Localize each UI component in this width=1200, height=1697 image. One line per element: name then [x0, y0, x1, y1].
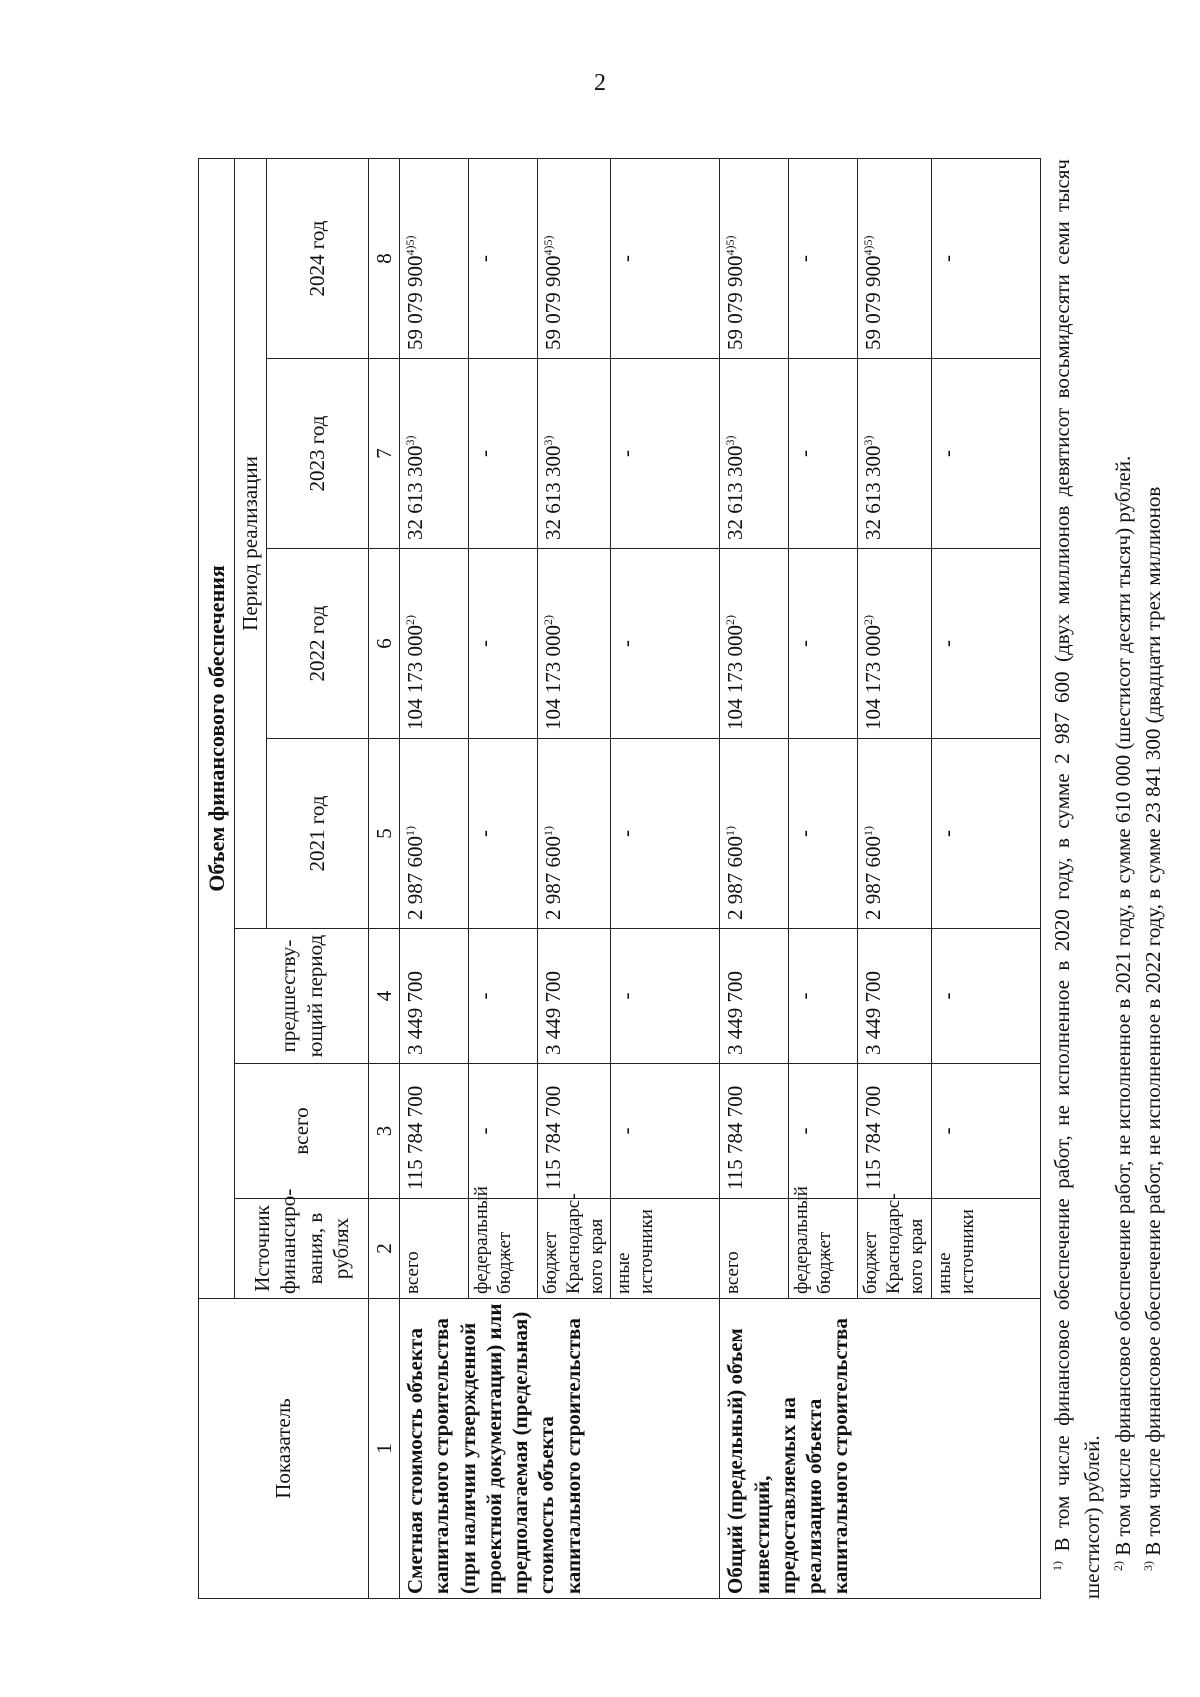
- year-2023-cell: [611, 359, 720, 549]
- previous-period-cell-value: 3 449 700: [541, 971, 565, 1055]
- footnote-ref: 2): [861, 615, 876, 625]
- source-cell: [789, 1186, 858, 1299]
- previous-period-cell: [720, 929, 789, 1064]
- total-cell-value: 115 784 700: [541, 1085, 565, 1190]
- table-row: [400, 158, 469, 1598]
- header-total: всего: [235, 1064, 369, 1199]
- column-number: 1: [369, 1299, 400, 1599]
- source-cell-value: всего: [722, 1251, 744, 1294]
- year-2021-cell: [858, 739, 931, 929]
- source-cell: [400, 1199, 469, 1299]
- column-number: 8: [369, 158, 400, 358]
- footnote-ref: 2): [541, 615, 555, 625]
- total-cell: [720, 1064, 789, 1199]
- column-number: 2: [369, 1199, 400, 1299]
- total-cell-value: 115 784 700: [861, 1085, 886, 1190]
- year-2022-cell: [789, 549, 858, 739]
- year-2021-cell: [400, 739, 469, 929]
- footnote-mark: 1): [1049, 1561, 1064, 1571]
- year-2024-cell: [611, 158, 720, 358]
- footnote-3: [1138, 159, 1168, 1599]
- column-number: 3: [369, 1064, 400, 1199]
- year-2023-cell-value: -: [934, 450, 959, 457]
- source-cell: [538, 1193, 611, 1299]
- year-2024-cell: [720, 158, 789, 358]
- total-cell: [538, 1064, 611, 1199]
- footnote-ref: 3): [723, 435, 738, 446]
- total-cell: [469, 1064, 538, 1199]
- total-cell: [789, 1064, 858, 1199]
- year-2023-cell-value: 32 613 300: [403, 445, 427, 540]
- year-2021-cell-value: 2 987 600: [403, 836, 427, 920]
- source-cell: [858, 1193, 931, 1299]
- footnote-text: В том числе финансовое обеспечение работ, не исполненное в 2022 году, в сумме 23 841 300 (двадцати трех миллионов: [1141, 486, 1166, 1556]
- indicator-cell: Общий (предельный) объем инвестиций, предоставляемых на реализацию объекта капитального строительства: [720, 1299, 1040, 1599]
- year-2023-cell-value: 32 613 300: [723, 445, 748, 540]
- footnote-ref: 3): [541, 435, 555, 446]
- footnotes: [1047, 159, 1169, 1599]
- year-2024-cell-value: 59 079 900: [541, 255, 565, 350]
- previous-period-cell-value: -: [472, 992, 496, 1000]
- previous-period-cell: [400, 929, 469, 1064]
- year-2023-cell: [789, 359, 858, 549]
- footnote-1: [1047, 159, 1108, 1599]
- previous-period-cell: [469, 929, 538, 1064]
- footnote-ref: 4)5): [723, 235, 738, 256]
- footnote-text: В том числе финансовое обеспечение работ, не исполненное в 2020 году, в сумме 2 987 600 (двух миллионов девятисот восьмидесяти семи тысяч шестисот) рублей.: [1049, 159, 1105, 1599]
- year-2022-cell: [611, 549, 720, 739]
- previous-period-cell-value: 3 449 700: [861, 971, 886, 1055]
- year-2021-cell: [789, 739, 858, 929]
- year-2024-cell-value: 59 079 900: [403, 255, 427, 350]
- year-2022-cell: [931, 549, 1040, 739]
- footnote-ref: 3): [861, 435, 876, 446]
- year-2024-cell-value: 59 079 900: [723, 255, 748, 350]
- total-cell-value: -: [614, 1127, 639, 1135]
- total-cell-value: -: [472, 1127, 496, 1135]
- previous-period-cell: [611, 929, 720, 1064]
- column-number: 4: [369, 929, 400, 1064]
- year-2022-cell: [469, 549, 538, 739]
- rotated-page-content: [198, 159, 1166, 1599]
- table-title: Объем финансового обеспечения: [199, 158, 235, 1298]
- footnote-ref: 4)5): [541, 235, 555, 256]
- year-2024-cell: [400, 158, 469, 358]
- previous-period-cell-value: 3 449 700: [723, 971, 748, 1055]
- previous-period-cell: [538, 929, 611, 1064]
- footnote-ref: 1): [541, 826, 555, 836]
- table-row: [720, 158, 789, 1598]
- source-cell-value: федеральный бюджет: [471, 1186, 515, 1294]
- total-cell: [858, 1064, 931, 1199]
- year-2023-cell: [720, 359, 789, 549]
- year-2023-cell-value: -: [472, 450, 496, 457]
- year-2023-cell: [538, 359, 611, 549]
- year-2022-cell-value: 104 173 000: [541, 625, 565, 730]
- year-2021-cell-value: -: [792, 830, 817, 837]
- footnote-ref: 1): [723, 826, 738, 836]
- total-cell: [611, 1064, 720, 1199]
- total-cell: [400, 1064, 469, 1199]
- year-2021-cell-value: 2 987 600: [861, 836, 886, 920]
- total-cell-value: -: [792, 1127, 817, 1135]
- year-2021-cell-value: -: [934, 830, 959, 837]
- header-year-2022: 2022 год: [267, 549, 369, 739]
- year-2023-cell-value: -: [614, 450, 639, 457]
- table-body: [400, 158, 1041, 1598]
- year-2024-cell-value: 59 079 900: [861, 255, 886, 350]
- year-2024-cell: [931, 158, 1040, 358]
- total-cell-value: 115 784 700: [723, 1085, 748, 1190]
- footnote-ref: 2): [723, 615, 738, 625]
- financing-table: [198, 158, 1041, 1599]
- year-2021-cell: [931, 739, 1040, 929]
- year-2024-cell-value: -: [792, 254, 817, 262]
- footnote-ref: 1): [861, 826, 876, 836]
- source-cell-value: бюджет Краснодарс-кого края: [540, 1193, 607, 1294]
- footnote-ref: 4)5): [861, 235, 876, 256]
- header-year-2023: 2023 год: [267, 359, 369, 549]
- year-2021-cell: [538, 739, 611, 929]
- year-2022-cell: [858, 549, 931, 739]
- total-cell-value: 115 784 700: [403, 1085, 427, 1190]
- header-source: Источник финансиро-вания, в рублях: [235, 1199, 369, 1299]
- footnote-mark: 2): [1110, 1561, 1125, 1571]
- column-number: 5: [369, 739, 400, 929]
- year-2021-cell-value: -: [614, 830, 639, 837]
- year-2022-cell-value: -: [614, 640, 639, 647]
- column-number: 6: [369, 549, 400, 739]
- footnote-ref: 1): [403, 826, 417, 836]
- year-2024-cell-value: -: [472, 254, 496, 262]
- year-2023-cell-value: -: [792, 450, 817, 457]
- year-2024-cell: [469, 158, 538, 358]
- year-2022-cell-value: 104 173 000: [723, 625, 748, 730]
- footnote-ref: 2): [403, 615, 417, 625]
- previous-period-cell-value: -: [614, 992, 639, 1000]
- year-2022-cell: [400, 549, 469, 739]
- previous-period-cell-value: -: [792, 992, 817, 1000]
- footnote-mark: 3): [1141, 1561, 1156, 1571]
- year-2023-cell: [400, 359, 469, 549]
- year-2023-cell-value: 32 613 300: [541, 445, 565, 540]
- header-year-2021: 2021 год: [267, 739, 369, 929]
- year-2021-cell: [611, 739, 720, 929]
- year-2021-cell: [720, 739, 789, 929]
- previous-period-cell: [931, 929, 1040, 1064]
- footnote-2: [1108, 159, 1138, 1599]
- year-2021-cell-value: -: [472, 830, 496, 837]
- year-2022-cell: [720, 549, 789, 739]
- year-2023-cell-value: 32 613 300: [861, 445, 886, 540]
- source-cell-value: федеральный бюджет: [791, 1186, 836, 1294]
- previous-period-cell: [858, 929, 931, 1064]
- total-cell-value: -: [934, 1127, 959, 1135]
- year-2024-cell: [538, 158, 611, 358]
- year-2022-cell-value: -: [792, 640, 817, 647]
- year-2022-cell: [538, 549, 611, 739]
- header-implementation-period: Период реализации: [235, 158, 267, 928]
- indicator-cell: Сметная стоимость объекта капитального строительства (при наличии утвержденной проектной документации) или предполагаемая (предельная) стоимость объекта капитального строительства: [400, 1299, 720, 1599]
- header-year-2024: 2024 год: [267, 158, 369, 358]
- year-2022-cell-value: 104 173 000: [403, 625, 427, 730]
- header-previous-period: предшеству-ющий период: [235, 929, 369, 1064]
- previous-period-cell-value: 3 449 700: [403, 971, 427, 1055]
- year-2024-cell: [858, 158, 931, 358]
- year-2023-cell: [858, 359, 931, 549]
- year-2024-cell-value: -: [934, 254, 959, 262]
- year-2022-cell-value: -: [472, 640, 496, 647]
- column-number: 7: [369, 359, 400, 549]
- source-cell-value: иные источники: [933, 1209, 978, 1294]
- year-2022-cell-value: 104 173 000: [861, 625, 886, 730]
- source-cell: [611, 1199, 720, 1299]
- total-cell: [931, 1064, 1040, 1199]
- source-cell: [469, 1186, 538, 1299]
- source-cell-value: иные источники: [613, 1209, 658, 1294]
- header-indicator: Показатель: [199, 1299, 369, 1599]
- year-2021-cell-value: 2 987 600: [723, 836, 748, 920]
- year-2023-cell: [469, 359, 538, 549]
- source-cell-value: бюджет Краснодарс-кого края: [860, 1193, 927, 1294]
- year-2022-cell-value: -: [934, 640, 959, 647]
- source-cell: [931, 1199, 1040, 1299]
- year-2024-cell: [789, 158, 858, 358]
- page-number: 2: [594, 70, 606, 96]
- source-cell: [720, 1199, 789, 1299]
- year-2023-cell: [931, 359, 1040, 549]
- footnote-ref: 4)5): [403, 235, 417, 256]
- year-2021-cell-value: 2 987 600: [541, 836, 565, 920]
- footnote-ref: 3): [403, 435, 417, 446]
- previous-period-cell-value: -: [934, 992, 959, 1000]
- column-number-row: [369, 158, 400, 1598]
- previous-period-cell: [789, 929, 858, 1064]
- year-2024-cell-value: -: [614, 254, 639, 262]
- source-cell-value: всего: [402, 1251, 423, 1294]
- footnote-text: В том числе финансовое обеспечение работ, не исполненное в 2021 году, в сумме 610 000 (шестисот десяти тысяч) рублей.: [1110, 455, 1135, 1556]
- year-2021-cell: [469, 739, 538, 929]
